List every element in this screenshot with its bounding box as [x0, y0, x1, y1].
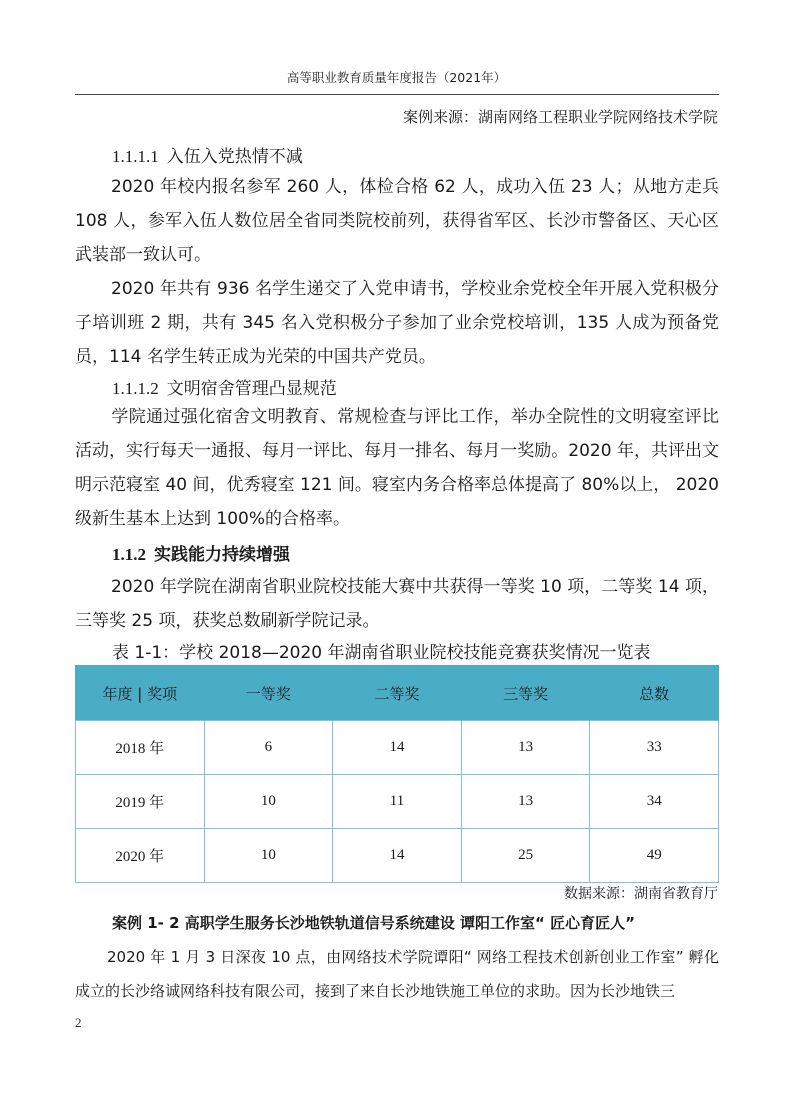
paragraph-text: 学院通过强化宿舍文明教育、常规检查与评比工作，举办全院性的文明寝室评比活动，实行每天一通报、每月一评比、每月一排名、每月一奖励。2020 年，共评出文明示范寝室 40 间，优秀寝室 121 间。寝室内务合格率总体提高了 80%以上， 2020 级新生基本上达到 100%的合格率。: [75, 407, 719, 529]
paragraph-text: 2020 年共有 936 名学生递交了入党申请书，学校业余党校全年开展入党积极分子培训班 2 期，共有 345 名入党积极分子参加了业余党校培训，135 人成为预备党员，114 名学生转正成为光荣的中国共产党员。: [75, 279, 719, 367]
table-cell: 13: [461, 775, 590, 829]
table-cell: 13: [461, 721, 590, 775]
section-heading-1112: [112, 374, 337, 399]
case-source: 案例来源：湖南网络工程职业学院网络技术学院: [402, 108, 718, 126]
case-title: 案例 1- 2 高职学生服务长沙地铁轨道信号系统建设 谭阳工作室“ 匠心育匠人”: [112, 914, 635, 932]
table-cell: 6: [204, 721, 333, 775]
paragraph: [75, 400, 719, 536]
table-cell: 10: [204, 829, 333, 883]
section-heading-1111: [112, 142, 303, 167]
table-cell-year: 2019 年: [76, 775, 205, 829]
paragraph-text: 2020 年学院在湖南省职业院校技能大赛中共获得一等奖 10 项，二等奖 14 项，三等奖 25 项，获奖总数刷新学院记录。: [75, 577, 719, 631]
table-cell: 25: [461, 829, 590, 883]
table-cell: 34: [590, 775, 719, 829]
section-title: 实践能力持续增强: [154, 545, 290, 565]
header-divider: [75, 94, 719, 95]
section-number: 1.1.2: [112, 545, 146, 564]
table-row: [76, 829, 719, 883]
section-number: 1.1.1.1: [112, 147, 159, 166]
paragraph-text: 2020 年 1 月 3 日深夜 10 点，由网络技术学院谭阳“ 网络工程技术创新创业工作室” 孵化成立的长沙络诚网络科技有限公司，接到了来自长沙地铁施工单位的求助。因为长沙地铁三: [75, 948, 719, 1000]
section-heading-112: [112, 540, 290, 565]
table-header-row: [76, 666, 719, 721]
case-paragraph: [75, 940, 719, 1008]
section-title: 入伍入党热情不减: [166, 147, 303, 167]
table-cell: 11: [333, 775, 462, 829]
section-title: 文明宿舍管理凸显规范: [166, 379, 337, 399]
table-caption: 表 1-1：学校 2018—2020 年湖南省职业院校技能竞赛获奖情况一览表: [112, 643, 651, 663]
section-number: 1.1.1.2: [112, 379, 159, 398]
column-header: 年度 | 奖项: [76, 666, 205, 721]
column-header: 总数: [590, 666, 719, 721]
column-header: 一等奖: [204, 666, 333, 721]
award-table: [75, 665, 719, 883]
table-cell: 49: [590, 829, 719, 883]
table-cell: 33: [590, 721, 719, 775]
column-header: 二等奖: [333, 666, 462, 721]
page-number: 2: [75, 1015, 82, 1030]
paragraph: [75, 170, 719, 272]
table-row: [76, 775, 719, 829]
paragraph: [75, 570, 719, 638]
table-cell: 10: [204, 775, 333, 829]
table-cell-year: 2020 年: [76, 829, 205, 883]
data-source: 数据来源：湖南省教育厅: [564, 886, 718, 902]
table-cell: 14: [333, 721, 462, 775]
table-row: [76, 721, 719, 775]
running-header: 高等职业教育质量年度报告（2021年）: [286, 70, 507, 85]
table-cell: 14: [333, 829, 462, 883]
table-cell-year: 2018 年: [76, 721, 205, 775]
paragraph-text: 2020 年校内报名参军 260 人，体检合格 62 人，成功入伍 23 人；从地方走兵 108 人，参军入伍人数位居全省同类院校前列，获得省军区、长沙市警备区、天心区武装部一致认可。: [75, 177, 719, 265]
column-header: 三等奖: [461, 666, 590, 721]
paragraph: [75, 272, 719, 374]
